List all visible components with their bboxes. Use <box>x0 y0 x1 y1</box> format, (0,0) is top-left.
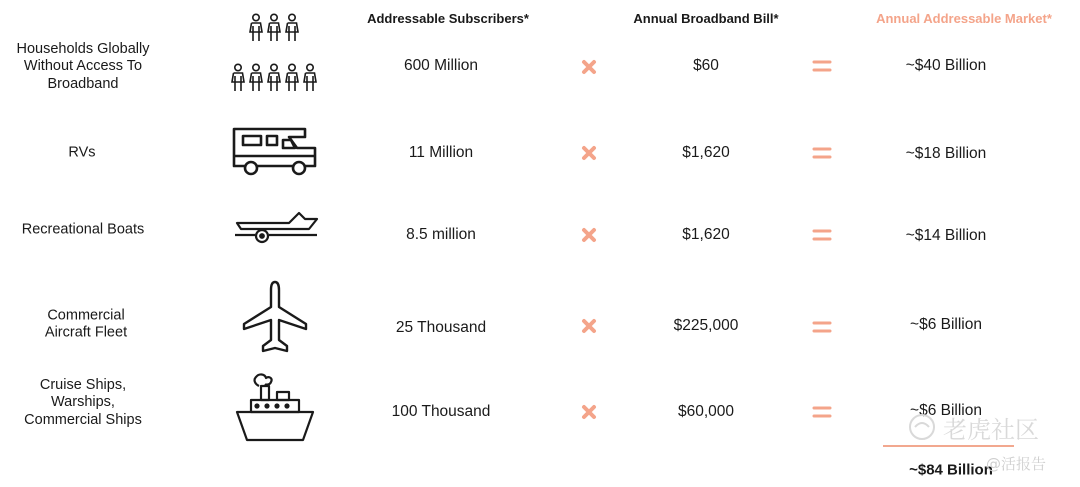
market-value-rvs: ~$18 Billion <box>905 145 987 163</box>
market-value-boats: ~$14 Billion <box>905 227 987 245</box>
row-label-rvs: RVs <box>68 144 96 161</box>
watermark-text: 老虎社区 <box>943 416 1039 444</box>
total-market-value: ~$84 Billion <box>909 461 993 479</box>
market-value-aircraft: ~$6 Billion <box>910 316 982 334</box>
boat-trailer-icon <box>233 211 319 245</box>
equals-icon <box>812 320 832 334</box>
equals-icon <box>812 59 832 73</box>
row-label-boats: Recreational Boats <box>21 221 145 238</box>
equals-icon <box>812 405 832 419</box>
subscribers-value-aircraft: 25 Thousand <box>395 319 487 337</box>
total-divider <box>883 445 1014 447</box>
people-icon <box>230 12 320 96</box>
equals-icon <box>812 228 832 242</box>
row-label-ships: Cruise Ships, Warships, Commercial Ships <box>24 376 142 428</box>
multiply-icon <box>581 59 597 75</box>
subscribers-value-ships: 100 Thousand <box>391 403 491 421</box>
bill-value-aircraft: $225,000 <box>673 317 739 335</box>
multiply-icon <box>581 145 597 161</box>
equals-icon <box>812 146 832 160</box>
multiply-icon <box>581 404 597 420</box>
multiply-icon <box>581 227 597 243</box>
market-value-households: ~$40 Billion <box>905 57 987 75</box>
bill-value-ships: $60,000 <box>677 403 735 421</box>
header-subscribers: Addressable Subscribers* <box>367 11 529 26</box>
header-bill: Annual Broadband Bill* <box>633 11 779 26</box>
bill-value-households: $60 <box>693 57 719 75</box>
bill-value-rvs: $1,620 <box>682 144 730 162</box>
subscribers-value-rvs: 11 Million <box>408 144 474 162</box>
header-market: Annual Addressable Market* <box>876 11 1052 26</box>
row-label-aircraft: Commercial Aircraft Fleet <box>44 307 128 341</box>
subscribers-value-boats: 8.5 million <box>406 226 476 244</box>
bill-value-boats: $1,620 <box>682 226 730 244</box>
row-label-households: Households Globally Without Access To Broadband <box>16 40 150 92</box>
multiply-icon <box>581 318 597 334</box>
subscribers-value-households: 600 Million <box>403 57 479 75</box>
ship-icon <box>235 370 315 446</box>
airplane-icon <box>242 280 308 356</box>
rv-icon <box>231 126 319 178</box>
watermark-subtext: @活报告 <box>986 455 1047 473</box>
market-value-ships: ~$6 Billion <box>910 402 982 420</box>
watermark-logo-icon <box>906 413 938 441</box>
